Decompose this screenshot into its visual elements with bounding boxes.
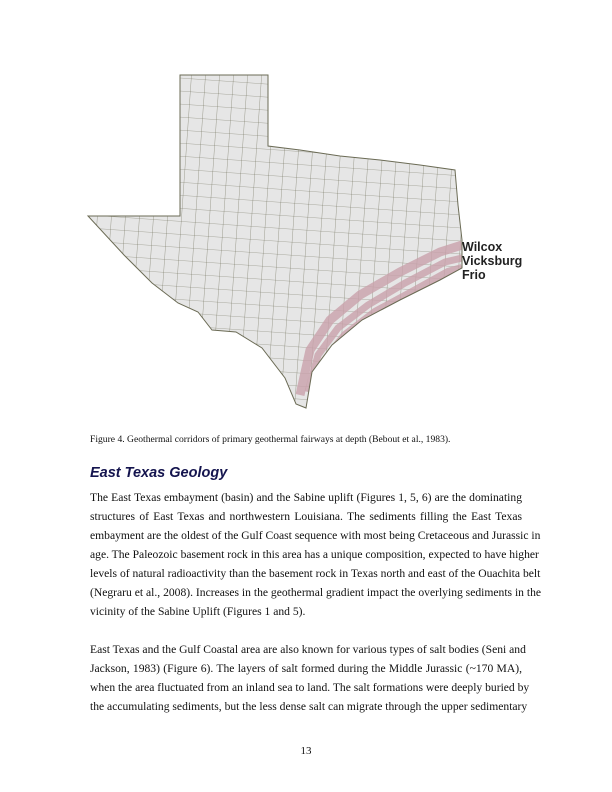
section-heading: East Texas Geology [90, 465, 228, 481]
text-line: Jackson, 1983) (Figure 6). The layers of salt formed during the Middle Jurassic (~170 MA), [90, 662, 522, 675]
text-line: the accumulating sediments, but the less dense salt can migrate through the upper sedimentary [90, 700, 528, 713]
figure-caption: Figure 4. Geothermal corridors of primary geothermal fairways at depth (Bebout et al., 1983). [90, 434, 451, 445]
text-line: structures of East Texas and northwestern Louisiana. The sediments filling the East Texas [90, 510, 522, 523]
text-line: vicinity of the Sabine Uplift (Figures 1 and 5). [90, 605, 306, 618]
paragraph-2 [90, 640, 530, 716]
legend-wilcox: Wilcox [462, 240, 503, 254]
text-line: East Texas and the Gulf Coastal area are also known for various types of salt bodies (Seni and [90, 643, 526, 656]
legend-vicksburg: Vicksburg [462, 254, 523, 268]
text-line: age. The Paleozoic basement rock in this area has a unique composition, expected to have higher [90, 548, 539, 561]
text-line: embayment are the oldest of the Gulf Coast sequence with most being Cretaceous and Jurassic in [90, 529, 541, 542]
text-line: (Negraru et al., 2008). Increases in the geothermal gradient impact the overlying sediments in the [90, 586, 542, 599]
paragraph-1 [90, 488, 542, 621]
page-number: 13 [300, 745, 312, 757]
county-grid [80, 65, 470, 415]
legend-frio: Frio [462, 268, 486, 282]
text-line: levels of natural radioactivity than the basement rock in Texas north and east of the Ouachita belt [90, 567, 541, 580]
text-line: when the area fluctuated from an inland sea to land. The salt formations were deeply buried by [90, 681, 530, 694]
text-line: The East Texas embayment (basin) and the Sabine uplift (Figures 1, 5, 6) are the dominating [90, 491, 522, 504]
texas-geothermal-map [80, 65, 470, 415]
